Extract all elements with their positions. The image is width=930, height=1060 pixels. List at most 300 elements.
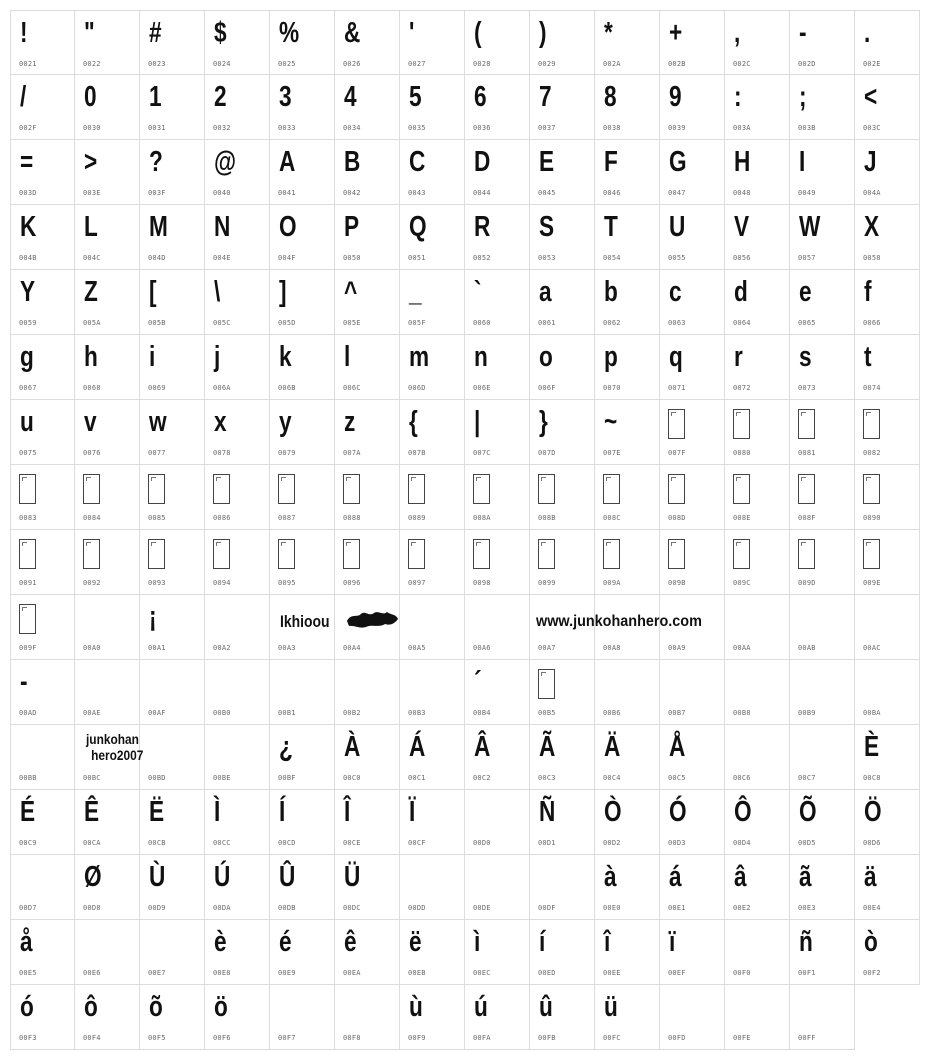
glyph-code-label: 0091 xyxy=(19,579,37,587)
glyph-cell xyxy=(660,10,725,75)
glyph-character: " xyxy=(84,17,95,49)
glyph-character: À xyxy=(344,731,361,763)
glyph-code-label: 0032 xyxy=(213,124,231,132)
glyph-character: A xyxy=(279,146,296,178)
glyph-character: ( xyxy=(474,17,482,49)
website-watermark: www.junkohanhero.com xyxy=(536,613,702,630)
glyph-cell xyxy=(10,140,75,205)
glyph-cell xyxy=(270,205,335,270)
glyph-character: Å xyxy=(669,731,686,763)
glyph-code-label: 0047 xyxy=(668,189,686,197)
glyph-code-label: 007F xyxy=(668,449,686,457)
glyph-code-label: 0063 xyxy=(668,319,686,327)
glyph-code-label: 00F5 xyxy=(148,1034,166,1042)
glyph-code-label: 0075 xyxy=(19,449,37,457)
glyph-code-label: 004B xyxy=(19,254,37,262)
decorative-wordmark: Ikhioou xyxy=(280,612,330,631)
glyph-cell xyxy=(205,660,270,725)
missing-glyph-box xyxy=(733,474,750,504)
glyph-code-label: 0065 xyxy=(798,319,816,327)
glyph-character: H xyxy=(734,146,751,178)
glyph-code-label: 006F xyxy=(538,384,556,392)
author-signature-line2: hero2007 xyxy=(91,747,144,763)
glyph-code-label: 00C1 xyxy=(408,774,426,782)
glyph-character: ä xyxy=(864,861,877,893)
glyph-cell xyxy=(595,205,660,270)
glyph-code-label: 006E xyxy=(473,384,491,392)
glyph-code-label: 00EB xyxy=(408,969,426,977)
glyph-cell xyxy=(595,855,660,920)
glyph-cell xyxy=(725,660,790,725)
glyph-character: V xyxy=(734,211,750,243)
glyph-code-label: 008E xyxy=(733,514,751,522)
glyph-cell xyxy=(10,205,75,270)
glyph-cell xyxy=(855,920,920,985)
glyph-character: F xyxy=(604,146,618,178)
glyph-code-label: 00A0 xyxy=(83,644,101,652)
glyph-code-label: 00CE xyxy=(343,839,361,847)
glyph-cell xyxy=(270,855,335,920)
glyph-cell xyxy=(725,530,790,595)
glyph-cell xyxy=(465,465,530,530)
glyph-cell xyxy=(75,920,140,985)
missing-glyph-box xyxy=(19,474,36,504)
glyph-character: Ë xyxy=(149,796,165,828)
glyph-character: # xyxy=(149,17,162,49)
missing-glyph-box xyxy=(798,474,815,504)
glyph-code-label: 00CF xyxy=(408,839,426,847)
glyph-cell xyxy=(595,725,660,790)
glyph-code-label: 00BB xyxy=(19,774,37,782)
glyph-code-label: 0085 xyxy=(148,514,166,522)
glyph-code-label: 00AE xyxy=(83,709,101,717)
glyph-cell xyxy=(270,595,335,660)
glyph-code-label: 004C xyxy=(83,254,101,262)
glyph-code-label: 00CD xyxy=(278,839,296,847)
glyph-cell xyxy=(140,10,205,75)
missing-glyph-box xyxy=(148,539,165,569)
missing-glyph-box xyxy=(343,539,360,569)
glyph-cell xyxy=(465,205,530,270)
glyph-code-label: 009F xyxy=(19,644,37,652)
glyph-cell xyxy=(660,985,725,1050)
glyph-character: , xyxy=(734,17,741,49)
glyph-cell xyxy=(140,270,205,335)
glyph-cell xyxy=(75,140,140,205)
glyph-code-label: 00E3 xyxy=(798,904,816,912)
glyph-code-label: 004D xyxy=(148,254,166,262)
glyph-cell xyxy=(855,725,920,790)
glyph-code-label: 00D1 xyxy=(538,839,556,847)
glyph-cell xyxy=(790,10,855,75)
glyph-cell xyxy=(790,725,855,790)
glyph-code-label: 0079 xyxy=(278,449,296,457)
glyph-cell xyxy=(725,400,790,465)
glyph-code-label: 0061 xyxy=(538,319,556,327)
glyph-code-label: 00C4 xyxy=(603,774,621,782)
glyph-cell xyxy=(335,855,400,920)
glyph-code-label: 00BD xyxy=(148,774,166,782)
glyph-code-label: 0022 xyxy=(83,60,101,68)
glyph-code-label: 0086 xyxy=(213,514,231,522)
glyph-cell xyxy=(140,400,205,465)
glyph-cell xyxy=(465,270,530,335)
glyph-cell xyxy=(400,400,465,465)
glyph-character: à xyxy=(604,861,617,893)
missing-glyph-box xyxy=(343,474,360,504)
glyph-cell xyxy=(335,465,400,530)
glyph-code-label: 0098 xyxy=(473,579,491,587)
glyph-code-label: 004A xyxy=(863,189,881,197)
glyph-code-label: 00DC xyxy=(343,904,361,912)
glyph-cell xyxy=(140,920,205,985)
glyph-code-label: 00A7 xyxy=(538,644,556,652)
glyph-code-label: 00A8 xyxy=(603,644,621,652)
glyph-code-label: 005D xyxy=(278,319,296,327)
glyph-character: ~ xyxy=(604,406,618,438)
glyph-character: o xyxy=(539,341,553,373)
glyph-code-label: 00D7 xyxy=(19,904,37,912)
glyph-code-label: 0073 xyxy=(798,384,816,392)
glyph-code-label: 007C xyxy=(473,449,491,457)
glyph-character: Ù xyxy=(149,861,166,893)
glyph-code-label: 00D4 xyxy=(733,839,751,847)
glyph-code-label: 0068 xyxy=(83,384,101,392)
missing-glyph-box xyxy=(83,539,100,569)
missing-glyph-box xyxy=(538,539,555,569)
glyph-code-label: 007A xyxy=(343,449,361,457)
glyph-cell xyxy=(335,75,400,140)
glyph-character: Ø xyxy=(84,861,102,893)
glyph-cell xyxy=(335,985,400,1050)
glyph-cell xyxy=(465,595,530,660)
glyph-cell xyxy=(335,595,400,660)
glyph-cell xyxy=(790,855,855,920)
glyph-cell xyxy=(140,530,205,595)
glyph-cell xyxy=(725,270,790,335)
glyph-character: Q xyxy=(409,211,427,243)
glyph-character: ì xyxy=(474,926,481,958)
glyph-character: Î xyxy=(344,796,351,828)
glyph-code-label: 0037 xyxy=(538,124,556,132)
glyph-cell xyxy=(725,140,790,205)
glyph-character: } xyxy=(539,406,548,438)
glyph-cell xyxy=(75,335,140,400)
glyph-cell xyxy=(75,75,140,140)
missing-glyph-box xyxy=(408,539,425,569)
glyph-character: W xyxy=(799,211,821,243)
glyph-cell xyxy=(205,400,270,465)
glyph-cell xyxy=(75,270,140,335)
glyph-code-label: 0051 xyxy=(408,254,426,262)
glyph-code-label: 006B xyxy=(278,384,296,392)
glyph-code-label: 00B0 xyxy=(213,709,231,717)
glyph-code-label: 00D9 xyxy=(148,904,166,912)
glyph-cell xyxy=(270,75,335,140)
glyph-code-label: 0074 xyxy=(863,384,881,392)
glyph-character: Õ xyxy=(799,796,817,828)
glyph-cell xyxy=(335,920,400,985)
glyph-cell xyxy=(75,725,144,790)
glyph-cell xyxy=(400,205,465,270)
glyph-code-label: 00A2 xyxy=(213,644,231,652)
glyph-cell xyxy=(75,465,140,530)
missing-glyph-box xyxy=(863,409,880,439)
glyph-grid xyxy=(10,10,920,1050)
glyph-cell xyxy=(270,530,335,595)
glyph-cell xyxy=(595,530,660,595)
glyph-character: h xyxy=(84,341,98,373)
glyph-character: R xyxy=(474,211,491,243)
glyph-character: M xyxy=(149,211,168,243)
glyph-cell xyxy=(465,920,530,985)
glyph-character: ï xyxy=(669,926,676,958)
glyph-character: ¿ xyxy=(279,731,293,763)
glyph-cell xyxy=(270,725,335,790)
glyph-cell xyxy=(75,595,140,660)
author-signature-line1: junkohan xyxy=(86,731,139,747)
glyph-cell xyxy=(75,660,140,725)
glyph-cell xyxy=(335,270,400,335)
glyph-code-label: 00D6 xyxy=(863,839,881,847)
glyph-cell xyxy=(530,660,595,725)
glyph-code-label: 00A3 xyxy=(278,644,296,652)
glyph-character: å xyxy=(20,926,33,958)
glyph-character: b xyxy=(604,276,618,308)
glyph-cell xyxy=(10,10,75,75)
glyph-cell xyxy=(400,465,465,530)
glyph-code-label: 00B4 xyxy=(473,709,491,717)
glyph-code-label: 00AB xyxy=(798,644,816,652)
glyph-character: J xyxy=(864,146,877,178)
glyph-cell xyxy=(400,335,465,400)
glyph-code-label: 0029 xyxy=(538,60,556,68)
glyph-cell xyxy=(465,855,530,920)
glyph-cell xyxy=(465,530,530,595)
glyph-character: í xyxy=(539,926,546,958)
glyph-cell xyxy=(530,790,595,855)
glyph-character: P xyxy=(344,211,360,243)
glyph-cell xyxy=(465,140,530,205)
glyph-cell xyxy=(400,270,465,335)
glyph-cell xyxy=(530,205,595,270)
glyph-character: + xyxy=(669,17,683,49)
glyph-code-label: 0080 xyxy=(733,449,751,457)
glyph-cell xyxy=(855,205,920,270)
glyph-character: 8 xyxy=(604,81,617,113)
glyph-code-label: 0060 xyxy=(473,319,491,327)
glyph-code-label: 005C xyxy=(213,319,231,327)
glyph-cell xyxy=(270,140,335,205)
missing-glyph-box xyxy=(473,474,490,504)
glyph-character: C xyxy=(409,146,426,178)
glyph-code-label: 0043 xyxy=(408,189,426,197)
missing-glyph-box xyxy=(668,474,685,504)
missing-glyph-box xyxy=(278,474,295,504)
glyph-code-label: 00EF xyxy=(668,969,686,977)
glyph-cell xyxy=(270,335,335,400)
glyph-cell xyxy=(530,75,595,140)
glyph-character: l xyxy=(344,341,351,373)
glyph-cell xyxy=(855,75,920,140)
glyph-code-label: 00E5 xyxy=(19,969,37,977)
glyph-code-label: 00FB xyxy=(538,1034,556,1042)
glyph-code-label: 0087 xyxy=(278,514,296,522)
glyph-code-label: 00E9 xyxy=(278,969,296,977)
glyph-cell xyxy=(855,790,920,855)
glyph-code-label: 003F xyxy=(148,189,166,197)
glyph-cell xyxy=(270,660,335,725)
glyph-character: ó xyxy=(20,991,34,1023)
glyph-code-label: 002C xyxy=(733,60,751,68)
glyph-character: ã xyxy=(799,861,812,893)
glyph-code-label: 0067 xyxy=(19,384,37,392)
glyph-cell xyxy=(10,465,75,530)
glyph-character: : xyxy=(734,81,742,113)
glyph-cell xyxy=(660,725,725,790)
glyph-code-label: 002A xyxy=(603,60,621,68)
glyph-code-label: 0026 xyxy=(343,60,361,68)
glyph-code-label: 00A4 xyxy=(343,644,361,652)
glyph-cell xyxy=(725,855,790,920)
glyph-character: K xyxy=(20,211,37,243)
glyph-character: î xyxy=(604,926,611,958)
glyph-character: Ú xyxy=(214,861,231,893)
glyph-cell xyxy=(75,530,140,595)
glyph-code-label: 00E1 xyxy=(668,904,686,912)
glyph-code-label: 0089 xyxy=(408,514,426,522)
glyph-character: d xyxy=(734,276,748,308)
missing-glyph-box xyxy=(408,474,425,504)
glyph-character: Ó xyxy=(669,796,687,828)
glyph-character: q xyxy=(669,341,683,373)
glyph-character: 9 xyxy=(669,81,682,113)
glyph-code-label: 0072 xyxy=(733,384,751,392)
glyph-code-label: 008D xyxy=(668,514,686,522)
glyph-code-label: 00E7 xyxy=(148,969,166,977)
glyph-character: â xyxy=(734,861,747,893)
glyph-code-label: 0070 xyxy=(603,384,621,392)
glyph-character: p xyxy=(604,341,618,373)
glyph-cell xyxy=(335,725,400,790)
glyph-cell xyxy=(205,725,270,790)
glyph-code-label: 0084 xyxy=(83,514,101,522)
glyph-cell xyxy=(660,335,725,400)
glyph-character: t xyxy=(864,341,872,373)
glyph-cell xyxy=(660,790,725,855)
glyph-code-label: 00ED xyxy=(538,969,556,977)
glyph-cell xyxy=(725,920,790,985)
glyph-cell xyxy=(75,985,140,1050)
glyph-character: B xyxy=(344,146,361,178)
glyph-code-label: 0097 xyxy=(408,579,426,587)
glyph-cell xyxy=(205,75,270,140)
glyph-code-label: 00CA xyxy=(83,839,101,847)
glyph-code-label: 0039 xyxy=(668,124,686,132)
glyph-code-label: 0081 xyxy=(798,449,816,457)
glyph-code-label: 00E2 xyxy=(733,904,751,912)
glyph-cell xyxy=(855,400,920,465)
glyph-cell xyxy=(205,855,270,920)
glyph-code-label: 005A xyxy=(83,319,101,327)
glyph-character: | xyxy=(474,406,481,438)
glyph-character: z xyxy=(344,406,356,438)
glyph-code-label: 0044 xyxy=(473,189,491,197)
glyph-cell xyxy=(790,465,855,530)
glyph-cell xyxy=(530,335,595,400)
glyph-character: . xyxy=(864,17,871,49)
glyph-code-label: 00E8 xyxy=(213,969,231,977)
glyph-character: * xyxy=(604,17,613,49)
glyph-character: = xyxy=(20,146,34,178)
glyph-code-label: 00CB xyxy=(148,839,166,847)
glyph-code-label: 00C9 xyxy=(19,839,37,847)
glyph-code-label: 0042 xyxy=(343,189,361,197)
glyph-cell xyxy=(855,595,920,660)
glyph-cell xyxy=(10,920,75,985)
glyph-code-label: 002B xyxy=(668,60,686,68)
glyph-character: x xyxy=(214,406,227,438)
missing-glyph-box xyxy=(668,539,685,569)
missing-glyph-box xyxy=(538,669,555,699)
glyph-cell xyxy=(140,205,205,270)
glyph-code-label: 00D0 xyxy=(473,839,491,847)
glyph-code-label: 0031 xyxy=(148,124,166,132)
glyph-code-label: 0088 xyxy=(343,514,361,522)
glyph-code-label: 00A1 xyxy=(148,644,166,652)
glyph-character: Á xyxy=(409,731,426,763)
glyph-code-label: 00F2 xyxy=(863,969,881,977)
glyph-cell xyxy=(465,985,530,1050)
glyph-code-label: 003C xyxy=(863,124,881,132)
glyph-code-label: 004F xyxy=(278,254,296,262)
glyph-cell xyxy=(790,400,855,465)
glyph-cell xyxy=(140,75,205,140)
glyph-cell xyxy=(335,660,400,725)
glyph-code-label: 0021 xyxy=(19,60,37,68)
glyph-cell xyxy=(660,400,725,465)
glyph-cell xyxy=(75,205,140,270)
glyph-cell xyxy=(790,920,855,985)
glyph-character: \ xyxy=(214,276,221,308)
glyph-code-label: 00CC xyxy=(213,839,231,847)
glyph-character: / xyxy=(20,81,27,113)
glyph-character: Ô xyxy=(734,796,752,828)
glyph-code-label: 0064 xyxy=(733,319,751,327)
glyph-code-label: 007E xyxy=(603,449,621,457)
glyph-cell xyxy=(335,335,400,400)
glyph-character: ! xyxy=(20,17,28,49)
glyph-code-label: 0057 xyxy=(798,254,816,262)
glyph-code-label: 0052 xyxy=(473,254,491,262)
glyph-code-label: 0027 xyxy=(408,60,426,68)
glyph-character: ù xyxy=(409,991,423,1023)
glyph-code-label: 0049 xyxy=(798,189,816,197)
glyph-cell xyxy=(75,790,140,855)
glyph-code-label: 003E xyxy=(83,189,101,197)
glyph-code-label: 00DA xyxy=(213,904,231,912)
glyph-character: ú xyxy=(474,991,488,1023)
glyph-code-label: 0038 xyxy=(603,124,621,132)
glyph-cell xyxy=(335,790,400,855)
glyph-cell xyxy=(660,270,725,335)
glyph-code-label: 0077 xyxy=(148,449,166,457)
glyph-character: G xyxy=(669,146,687,178)
glyph-cell xyxy=(660,205,725,270)
glyph-code-label: 0059 xyxy=(19,319,37,327)
glyph-code-label: 0041 xyxy=(278,189,296,197)
glyph-cell xyxy=(75,855,140,920)
